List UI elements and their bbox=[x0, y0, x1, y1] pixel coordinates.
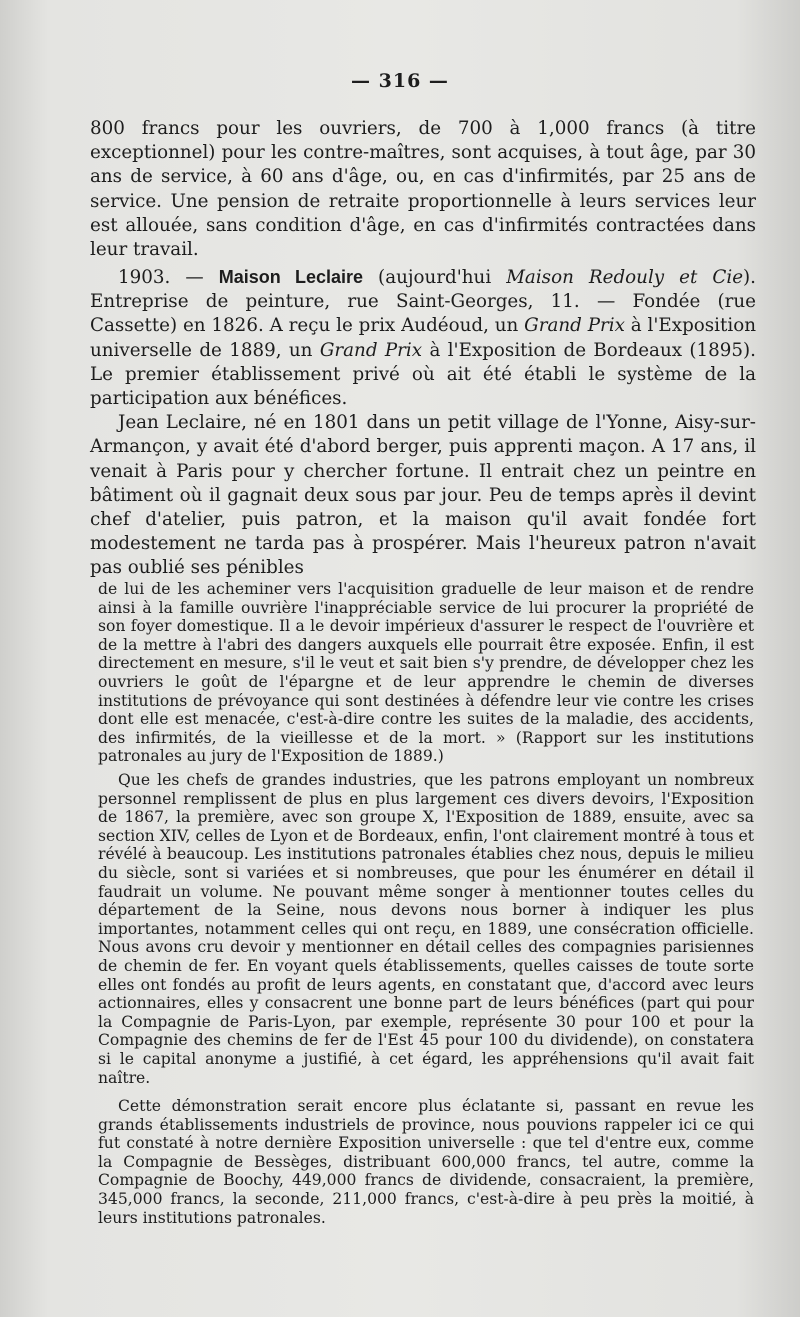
demonstration-text: Cette démonstration serait encore plus éclatante si, passant en revue les grands établissements industriels de province, nous pouvions rappeler ici ce qui fut constaté à notre dernière Exposition universelle : que tel d'entre eux, comme la Compagnie de Bessèges, distribuant 600,000 francs, tel autre, comme la Compagnie de Boochy, 449,000 francs de dividende, consacraient, la première, 345,000 francs, la seconde, 211,000 francs, c'est-à-dire à peu près la moitié, à leurs institutions patronales. bbox=[98, 1097, 754, 1227]
firm-name: Maison Leclaire bbox=[218, 267, 364, 287]
paragraph-institutions bbox=[98, 771, 754, 1087]
institutions-text: Que les chefs de grandes industries, que les patrons employant un nombreux personnel remplissent de plus en plus largement ces divers devoirs, l'Exposition de 1867, la première, avec son groupe X, l'Exposition de 1889, ensuite, avec sa section XIV, celles de Lyon et de Bordeaux, enfin, l'ont clairement montré à tous et révélé à beaucoup. Les institutions patronales établies chez nous, depuis le milieu du siècle, sont si variées et si nombreuses, que pour les énumérer en détail il faudrait un volume. Ne pouvant même songer à mentionner toutes celles du département de la Seine, nous devons nous borner à indiquer les plus importantes, notamment celles qui ont reçu, en 1889, une consécration officielle. Nous avons cru devoir y mentionner en détail celles des compagnies parisiennes de chemin de fer. En voyant quels établissements, quelles caisses de toute sorte elles ont fondés au profit de leurs agents, en constatant que, d'accord avec leurs actionnaires, elles y consacrent une bonne part de leurs bénéfices (part qui pour la Compagnie de Paris-Lyon, par exemple, représente 30 pour 100 et pour la Compagnie des chemins de fer de l'Est 45 pour 100 du dividende), on constatera si le capital anonyme a justifié, à cet égard, les appréhensions qu'il avait fait naître. bbox=[98, 771, 754, 1087]
quote-paragraph bbox=[98, 580, 754, 766]
entry-text-b: ). Entreprise de peinture, rue Saint-Georges, 11. — Fondée (rue Cassette) en 1826. A reçu le prix Audéoud, un bbox=[90, 267, 756, 337]
entry-italic-b: Grand Prix bbox=[524, 315, 625, 337]
leclaire-biography: Jean Leclaire, né en 1801 dans un petit village de l'Yonne, Aisy-sur-Armançon, y avait été d'abord berger, puis apprenti maçon. A 17 ans, il venait à Paris pour y chercher fortune. Il entrait chez un peintre en bâtiment où il gagnait deux sous par jour. Peu de temps après il devint chef d'atelier, puis patron, et la maison qu'il avait fondée fort modestement ne tarda pas à prospérer. Mais l'heureux patron n'avait pas oublié ses pénibles bbox=[90, 412, 756, 579]
quote-text: de lui de les acheminer vers l'acquisition graduelle de leur maison et de rendre ainsi à la famille ouvrière l'inappréciable service de lui procurer la propriété de son foyer domestique. Il a le devoir impérieux d'assurer le respect de l'ouvrière et de la mettre à l'abri des dangers auxquels elle pourrait être exposée. Enfin, il est directement en mesure, s'il le veut et sait bien s'y prendre, de développer chez les ouvriers le goût de l'épargne et de leur apprendre le chemin de diverses institutions de prévoyance qui sont destinées à défendre leur vie contre les crises dont elle est menacée, c'est-à-dire contre les suites de la maladie, des accidents, des infirmités, de la vieillesse et de la mort. » (Rapport sur les institutions patronales au jury de l'Exposition de 1889.) bbox=[98, 580, 754, 766]
entry-text-c: à l'Exposition universelle de 1889, un bbox=[90, 315, 756, 361]
paragraph-pension-terms bbox=[90, 117, 756, 262]
entry-text-a: (aujourd'hui bbox=[363, 267, 507, 288]
entry-italic-c: Grand Prix bbox=[319, 339, 423, 361]
entry-number: 1903. — bbox=[118, 267, 204, 288]
entry-text-d: à l'Exposition de Bordeaux (1895). Le premier établissement privé où ait été établi le système de la participation aux bénéfices. bbox=[90, 339, 756, 410]
page-number: — 316 — bbox=[351, 70, 449, 92]
entry-maison-leclaire bbox=[90, 265, 756, 581]
entry-italic-a: Maison Redouly et Cie bbox=[506, 267, 744, 288]
pension-text: 800 francs pour les ouvriers, de 700 à 1,000 francs (à titre exceptionnel) pour les contre-maîtres, sont acquises, à tout âge, par 30 ans de service, à 60 ans d'âge, ou, en cas d'infirmités, par 25 ans de service. Une pension de retraite proportionnelle à leurs services leur est allouée, sans condition d'âge, en cas d'infirmités contractées dans leur travail. bbox=[90, 118, 756, 261]
paragraph-demonstration bbox=[98, 1097, 754, 1227]
entry-heading-paragraph bbox=[90, 265, 756, 411]
